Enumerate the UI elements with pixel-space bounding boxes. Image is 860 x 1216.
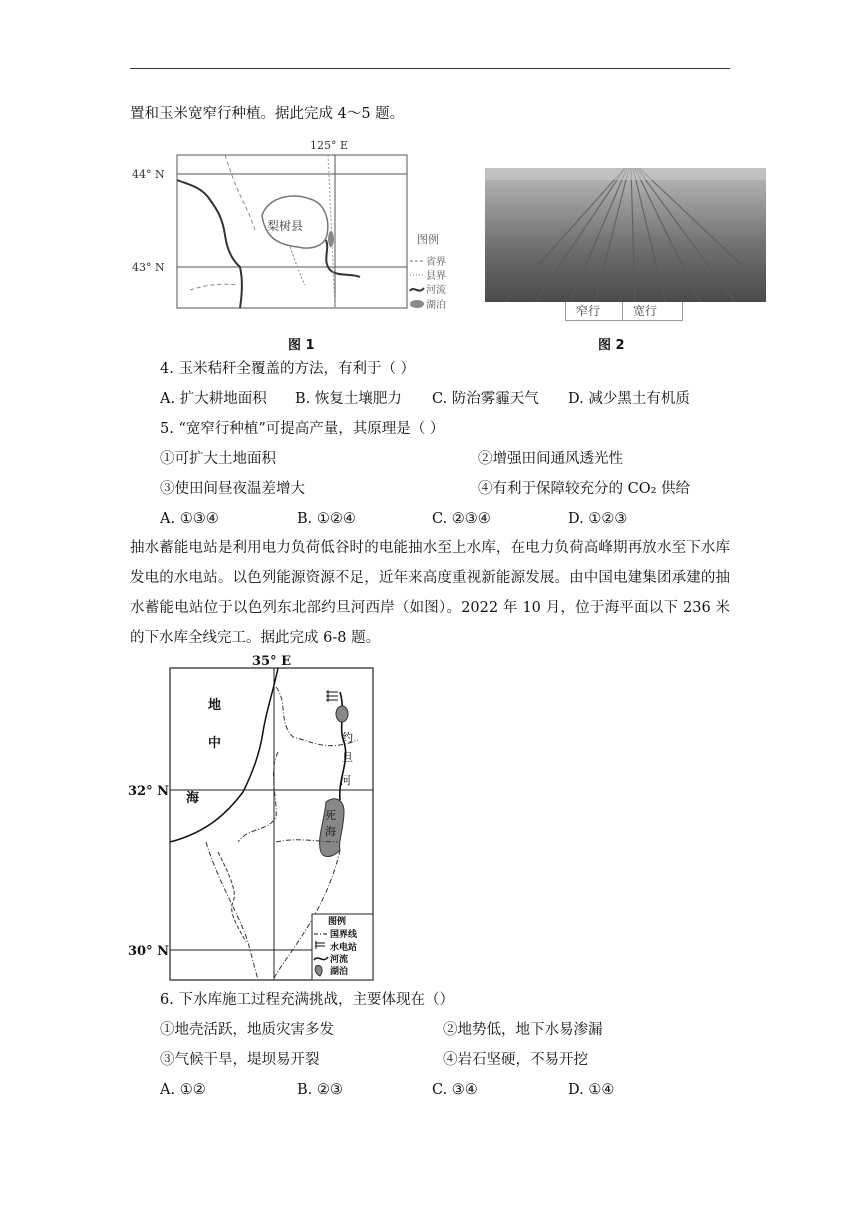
figure-1-caption: 图 1	[288, 338, 315, 353]
q6-option-b: B. ②③	[297, 1082, 343, 1098]
q4-option-a: A. 扩大耕地面积	[160, 391, 267, 407]
figure-2-photo	[485, 168, 766, 302]
fig3-lon-label: 35° E	[252, 654, 292, 669]
river-char-3: 河	[340, 774, 351, 787]
fig3-legend-title: 图例	[328, 917, 347, 927]
q5-item-2: ②增强田间通风透光性	[478, 451, 623, 467]
hydro-station-icon	[326, 690, 338, 702]
river-line	[177, 180, 242, 308]
q6-option-c: C. ③④	[432, 1082, 478, 1098]
dead-sea-char-1: 死	[325, 809, 336, 822]
figure-2-caption: 图 2	[598, 338, 625, 353]
q6-item-3: ③气候干旱，堤坝易开裂	[160, 1052, 320, 1068]
county-label: 梨树县	[267, 219, 304, 233]
legend-item-province: 省界	[426, 257, 446, 268]
fig3-lat-top-label: 32° N	[128, 784, 169, 799]
fig2-label-narrow: 窄行	[576, 304, 601, 318]
lake-galilee	[336, 706, 348, 722]
q5-option-c: C. ②③④	[432, 511, 491, 527]
fig3-legend-river: 河流	[330, 955, 349, 965]
river-char-1: 约	[342, 731, 353, 744]
fig2-label-wide: 宽行	[633, 304, 658, 318]
fig3-lat-bottom-label: 30° N	[128, 944, 169, 959]
q4-option-c: C. 防治雾霾天气	[432, 391, 539, 407]
fig1-lat-bottom-label: 43° N	[132, 261, 165, 274]
intro-text: 置和玉米宽窄行种植。据此完成 4～5 题。	[130, 106, 405, 122]
fig2-label-divider	[622, 302, 623, 320]
fig1-legend-title: 图例	[417, 233, 439, 246]
q5-stem: 5. “宽窄行种植”可提高产量，其原理是（ ）	[160, 421, 445, 437]
fig1-lat-top-label: 44° N	[132, 168, 165, 181]
q5-option-b: B. ①②④	[297, 511, 356, 527]
q5-option-a: A. ①③④	[160, 511, 219, 527]
sea-char-3: 海	[186, 791, 200, 806]
q5-option-d: D. ①②③	[568, 511, 628, 527]
header-rule	[130, 68, 730, 69]
q4-stem: 4. 玉米秸秆全覆盖的方法，有利于（ ）	[160, 361, 416, 377]
river-char-2: 旦	[342, 751, 353, 764]
fig3-legend-station: 水电站	[330, 943, 358, 953]
fig3-legend-lake: 湖泊	[330, 967, 349, 977]
q5-item-4: ④有利于保障较充分的 CO₂ 供给	[478, 481, 691, 497]
sea-char-2: 中	[208, 736, 222, 751]
lake-shape	[328, 231, 334, 247]
q4-option-d: D. 减少黑土有机质	[568, 391, 690, 407]
fig3-legend-border: 国界线	[330, 930, 358, 940]
q5-item-3: ③使田间昼夜温差增大	[160, 481, 305, 497]
q5-item-1: ①可扩大土地面积	[160, 451, 276, 467]
fig1-lon-label: 125° E	[310, 139, 349, 152]
dead-sea-char-2: 海	[325, 825, 336, 838]
q6-item-4: ④岩石坚硬，不易开挖	[443, 1052, 588, 1068]
coastline	[170, 668, 278, 842]
legend-item-county: 县界	[426, 271, 446, 282]
figure-1-map	[130, 135, 460, 320]
q6-stem: 6. 下水库施工过程充满挑战，主要体现在（）	[160, 992, 454, 1008]
legend-item-lake: 湖泊	[426, 300, 446, 311]
q4-option-b: B. 恢复土壤肥力	[295, 391, 402, 407]
q6-item-2: ②地势低，地下水易渗漏	[443, 1022, 603, 1038]
q6-option-d: D. ①④	[568, 1082, 615, 1098]
q6-item-1: ①地壳活跃，地质灾害多发	[160, 1022, 334, 1038]
sea-char-1: 地	[208, 698, 222, 713]
passage-text: 抽水蓄能电站是利用电力负荷低谷时的电能抽水至上水库，在电力负荷高峰期再放水至下水库发电的水电站。以色列能源资源不足，近年来高度重视新能源发展。由中国电建集团承建的抽水蓄能电站位于以色列东北部约旦河西岸（如图）。2022 年 10 月，位于海平面以下 236 米的下水库全线完工。据此完成 6-8 题。	[130, 540, 730, 646]
legend-item-river: 河流	[426, 285, 446, 296]
figure-3-map	[128, 652, 378, 984]
q6-option-a: A. ①②	[160, 1082, 206, 1098]
